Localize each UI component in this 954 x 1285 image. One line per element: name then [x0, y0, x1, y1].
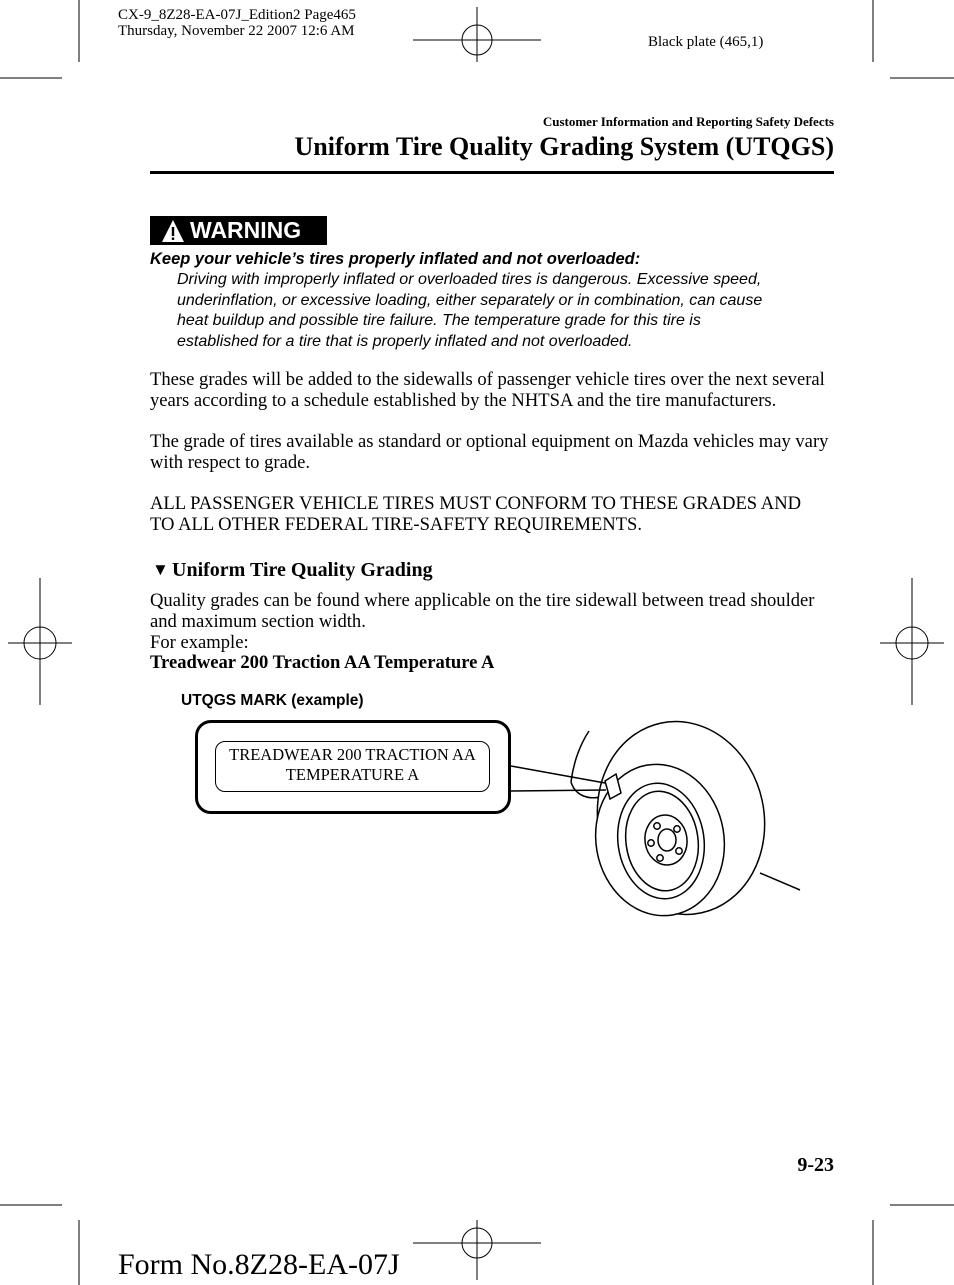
warning-body-line: heat buildup and possible tire failure. The temperature grade for this tire is	[177, 312, 701, 330]
wheel-arch-line	[571, 731, 589, 782]
leader-line	[511, 790, 606, 791]
paragraph-line: ALL PASSENGER VEHICLE TIRES MUST CONFORM TO THESE GRADES AND	[150, 493, 802, 514]
warning-body-line: established for a tire that is properly inflated and not overloaded.	[177, 333, 633, 351]
warning-label	[150, 216, 327, 245]
figure-caption: UTQGS MARK (example)	[181, 692, 364, 709]
body-paragraph	[150, 493, 801, 535]
section-heading	[150, 558, 470, 582]
warning-body-line: underinflation, or excessive loading, either separately or in combination, can cause	[177, 291, 763, 309]
title-rule	[150, 171, 834, 174]
paragraph-line: with respect to grade.	[150, 452, 311, 473]
tire-illustration	[571, 706, 800, 930]
exclamation-dot	[172, 238, 174, 240]
body-paragraph	[150, 431, 828, 473]
warning-body	[177, 270, 762, 353]
body-line	[760, 873, 800, 890]
section-line: For example:	[150, 631, 249, 653]
utqgs-mark-line: TREADWEAR 200 TRACTION AA	[229, 745, 476, 764]
print-job-line: CX-9_8Z28-EA-07J_Edition2 Page465	[118, 7, 356, 23]
section-heading-text: Uniform Tire Quality Grading	[172, 559, 433, 581]
section-body	[150, 591, 814, 674]
utqgs-mark-label	[215, 741, 490, 792]
warning-heading: Keep your vehicle’s tires properly inflated and not overloaded:	[150, 250, 641, 268]
utqgs-mark-line: TEMPERATURE A	[285, 765, 420, 784]
section-line: Quality grades can be found where applicable on the tire sidewall between tread shoulder	[150, 590, 815, 611]
paragraph-line: These grades will be added to the sidewalls of passenger vehicle tires over the next several	[150, 369, 825, 390]
paragraph-line: The grade of tires available as standard or optional equipment on Mazda vehicles may vary	[150, 431, 829, 452]
warning-triangle-icon	[160, 218, 186, 244]
exclamation-bar	[172, 227, 174, 236]
plate-label: Black plate (465,1)	[648, 34, 764, 50]
body-paragraph	[150, 369, 825, 411]
chapter-header: Customer Information and Reporting Safety Defects	[542, 114, 834, 129]
grading-example: Treadwear 200 Traction AA Temperature A	[150, 652, 495, 674]
page-number: 9-23	[797, 1154, 834, 1176]
form-number: Form No.8Z28-EA-07J	[118, 1248, 400, 1281]
leader-line	[511, 766, 605, 783]
paragraph-line: years according to a schedule established by the NHTSA and the tire manufacturers.	[150, 390, 777, 411]
leader-lines	[511, 766, 606, 791]
section-marker-icon: ▼	[152, 560, 169, 579]
page-title: Uniform Tire Quality Grading System (UTQGS)	[294, 132, 834, 161]
print-job-info	[118, 7, 356, 39]
paragraph-line: TO ALL OTHER FEDERAL TIRE-SAFETY REQUIREMENTS.	[150, 514, 643, 535]
print-date-line: Thursday, November 22 2007 12:6 AM	[118, 23, 355, 39]
section-line: and maximum section width.	[150, 610, 366, 632]
warning-body-line: Driving with improperly inflated or overloaded tires is dangerous. Excessive speed,	[177, 271, 762, 288]
warning-label-text: WARNING	[190, 217, 302, 243]
